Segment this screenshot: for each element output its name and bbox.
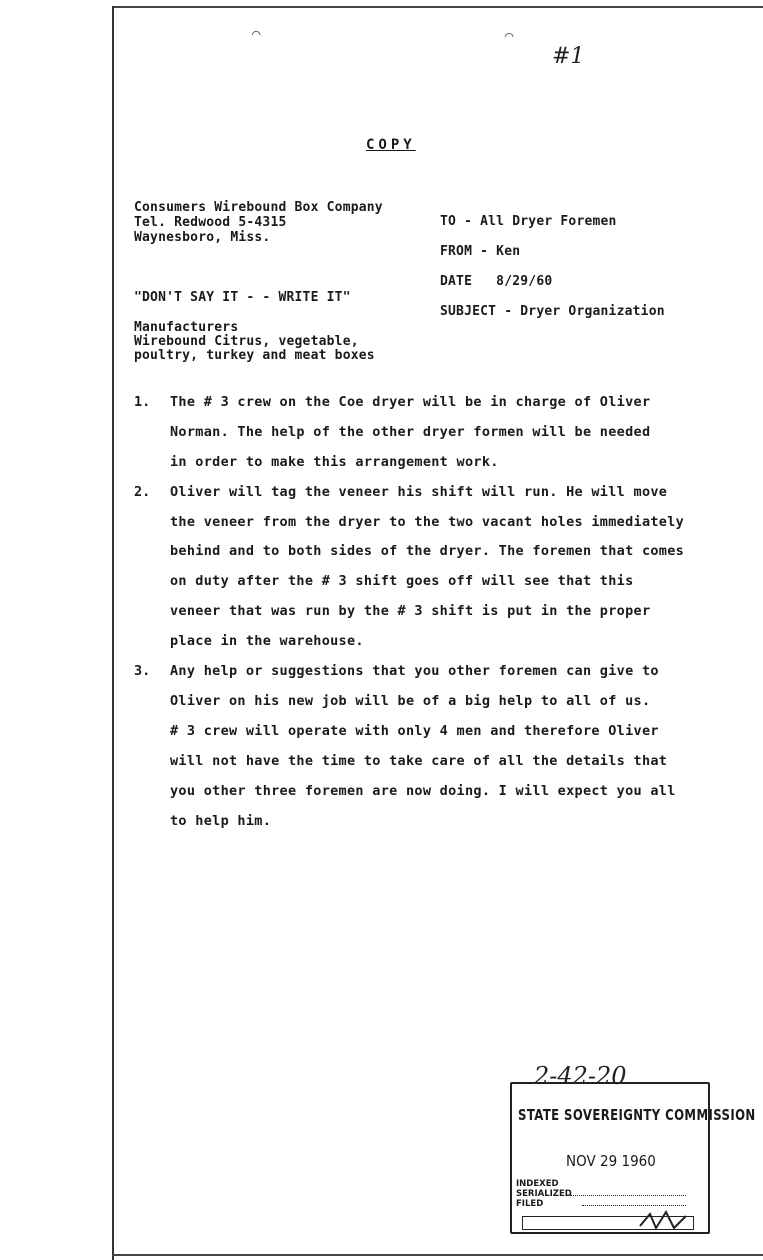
item-line: the veneer from the dryer to the two vacant holes immediately: [170, 514, 685, 530]
item-line: Norman. The help of the other dryer formen will be needed: [170, 424, 651, 440]
stamp-scribble-mark: [636, 1206, 696, 1234]
company-name: Consumers Wirebound Box Company: [134, 200, 383, 215]
stamp-dotted-line: [570, 1195, 686, 1196]
products-line-2: Wirebound Citrus, vegetable,: [134, 334, 359, 349]
item-line: The # 3 crew on the Coe dryer will be in charge of Oliver: [170, 394, 651, 410]
page-edge-bottom: [112, 1254, 763, 1256]
item-line: # 3 crew will operate with only 4 men and therefore Oliver: [170, 723, 659, 739]
item-number: 3.: [134, 663, 151, 679]
stamp-label-filed: FILED: [516, 1199, 544, 1209]
memo-from: FROM - Ken: [440, 244, 521, 259]
item-line: veneer that was run by the # 3 shift is put in the proper: [170, 603, 651, 619]
punch-mark-left: ⌒: [252, 26, 261, 42]
memo-date: DATE 8/29/60: [440, 274, 553, 289]
company-phone: Tel. Redwood 5-4315: [134, 215, 287, 230]
stamp-date: NOV 29 1960: [566, 1152, 656, 1170]
item-line: you other three foremen are now doing. I will expect you all: [170, 783, 676, 799]
memo-to: TO - All Dryer Foremen: [440, 214, 617, 229]
products-heading: Manufacturers: [134, 320, 239, 335]
item-number: 1.: [134, 394, 151, 410]
handwritten-file-code: 2-42-20: [534, 1062, 627, 1090]
item-line: in order to make this arrangement work.: [170, 454, 499, 470]
item-line: to help him.: [170, 813, 272, 829]
item-line: Oliver on his new job will be of a big help to all of us.: [170, 693, 651, 709]
item-line: on duty after the # 3 shift goes off will see that this: [170, 573, 634, 589]
commission-stamp: [510, 1082, 756, 1240]
memo-subject: SUBJECT - Dryer Organization: [440, 304, 665, 319]
item-line: Any help or suggestions that you other foremen can give to: [170, 663, 659, 679]
company-slogan: "DON'T SAY IT - - WRITE IT": [134, 290, 351, 305]
document-title: COPY: [366, 137, 416, 153]
page-edge-left: [112, 6, 114, 1260]
products-line-3: poultry, turkey and meat boxes: [134, 348, 375, 363]
stamp-title: STATE SOVEREIGNTY COMMISSION: [518, 1106, 756, 1124]
item-line: place in the warehouse.: [170, 633, 364, 649]
stamp-label-serialized: SERIALIZED: [516, 1189, 572, 1199]
handwritten-page-number: #1: [552, 44, 585, 69]
page-edge-top: [112, 6, 763, 8]
item-number: 2.: [134, 484, 151, 500]
item-line: Oliver will tag the veneer his shift will run. He will move: [170, 484, 668, 500]
company-location: Waynesboro, Miss.: [134, 230, 271, 245]
punch-mark-right: ⌒: [505, 28, 514, 44]
item-line: will not have the time to take care of all the details that: [170, 753, 668, 769]
item-line: behind and to both sides of the dryer. The foremen that comes: [170, 543, 685, 559]
stamp-label-indexed: INDEXED: [516, 1179, 559, 1189]
